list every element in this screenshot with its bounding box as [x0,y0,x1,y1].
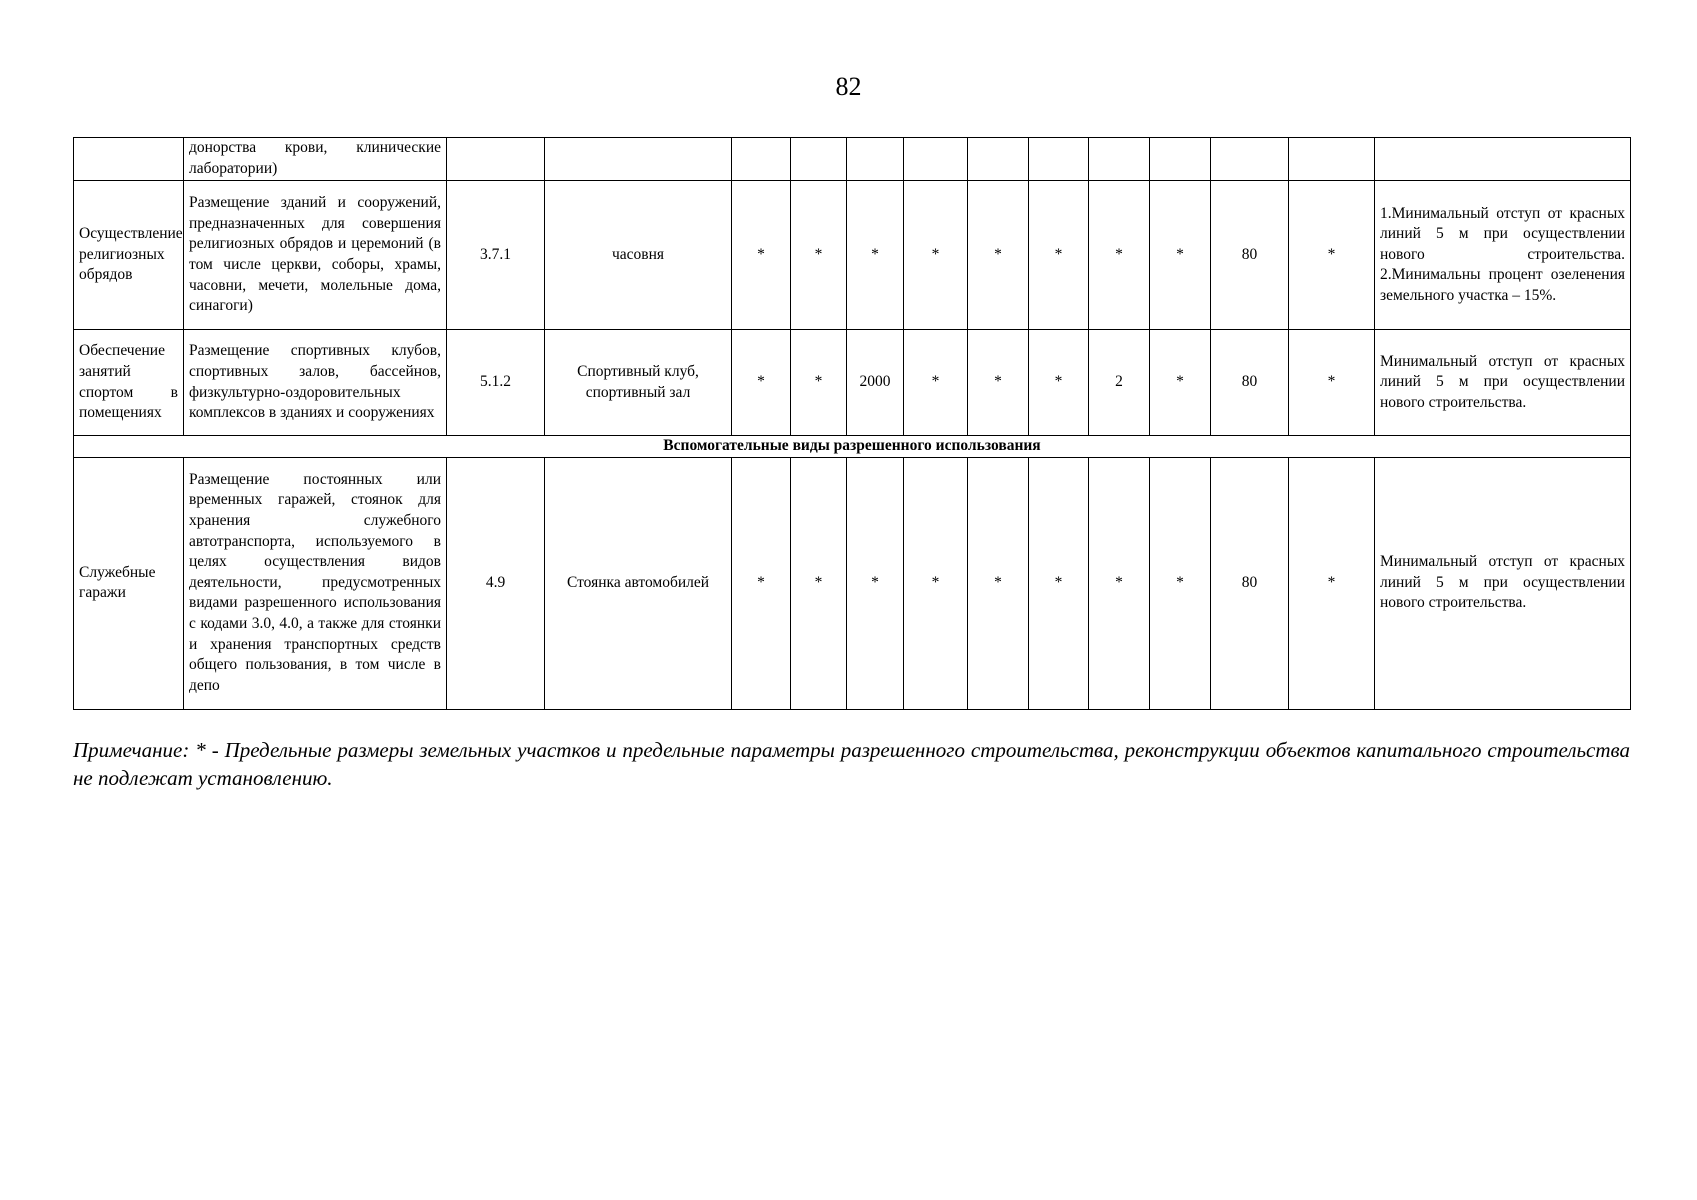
note-cell [1375,138,1631,181]
param-cell: 80 [1211,181,1289,330]
use-code: 3.7.1 [447,181,545,330]
object-type [545,138,732,181]
param-cell [904,138,968,181]
note-cell: Минимальный отступ от красных линий 5 м при осуществлении нового строительства. [1375,457,1631,709]
use-type-name: Обеспечение занятий спортом в помещениях [74,330,184,436]
param-cell: * [1289,330,1375,436]
param-cell: * [791,457,847,709]
note-cell: 1.Минимальный отступ от красных линий 5 м при осуществлении нового строительства. 2.Минимальны процент озеленения земельного участка – 15%. [1375,181,1631,330]
param-cell [1150,138,1211,181]
param-cell: * [732,457,791,709]
table-row [74,138,1631,181]
use-type-name [74,138,184,181]
param-cell [847,138,904,181]
use-type-name: Осуществление религиозных обрядов [74,181,184,330]
param-cell: * [1029,181,1089,330]
param-cell: * [1150,181,1211,330]
use-description: Размещение зданий и сооружений, предназначенных для совершения религиозных обрядов и церемоний (в том числе церкви, соборы, храмы, часовни, мечети, молельные дома, синагоги) [184,181,447,330]
use-code: 5.1.2 [447,330,545,436]
param-cell: * [904,330,968,436]
zoning-regulations-table [73,137,1631,710]
param-cell: 2000 [847,330,904,436]
param-cell: * [1289,457,1375,709]
param-cell: * [904,181,968,330]
param-cell [1289,138,1375,181]
table-row [74,330,1631,436]
param-cell: * [847,457,904,709]
param-cell: * [968,330,1029,436]
table-row [74,181,1631,330]
use-description: Размещение спортивных клубов, спортивных залов, бассейнов, физкультурно-оздоровительных комплексов в зданиях и сооружениях [184,330,447,436]
param-cell: * [732,181,791,330]
remark-note: Примечание: * - Предельные размеры земельных участков и предельные параметры разрешенного строительства, реконструкции объектов капитального строительства не подлежат установлению. [73,738,1630,790]
use-code [447,138,545,181]
object-type: часовня [545,181,732,330]
param-cell [732,138,791,181]
page-number: 82 [835,72,862,101]
section-title: Вспомогательные виды разрешенного использования [74,436,1631,458]
object-type: Стоянка автомобилей [545,457,732,709]
param-cell: * [968,457,1029,709]
use-code: 4.9 [447,457,545,709]
param-cell: * [1089,181,1150,330]
param-cell: * [1150,457,1211,709]
param-cell: 80 [1211,330,1289,436]
param-cell [968,138,1029,181]
param-cell [1211,138,1289,181]
param-cell: * [1029,457,1089,709]
param-cell: 80 [1211,457,1289,709]
param-cell: * [732,330,791,436]
param-cell: * [968,181,1029,330]
use-type-name: Служебные гаражи [74,457,184,709]
param-cell: 2 [1089,330,1150,436]
use-description: Размещение постоянных или временных гаражей, стоянок для хранения служебного автотранспорта, используемого в целях осуществления видов деятельности, предусмотренных видами разрешенного использования с кодами 3.0, 4.0, а также для стоянки и хранения транспортных средств общего пользования, в том числе в депо [184,457,447,709]
param-cell [791,138,847,181]
table-row [74,457,1631,709]
param-cell: * [791,330,847,436]
use-description: донорства крови, клинические лаборатории) [184,138,447,181]
object-type: Спортивный клуб, спортивный зал [545,330,732,436]
param-cell: * [847,181,904,330]
param-cell: * [904,457,968,709]
param-cell: * [791,181,847,330]
param-cell: * [1029,330,1089,436]
param-cell [1029,138,1089,181]
section-header-row [74,436,1631,458]
param-cell: * [1089,457,1150,709]
note-cell: Минимальный отступ от красных линий 5 м при осуществлении нового строительства. [1375,330,1631,436]
param-cell: * [1150,330,1211,436]
param-cell [1089,138,1150,181]
param-cell: * [1289,181,1375,330]
